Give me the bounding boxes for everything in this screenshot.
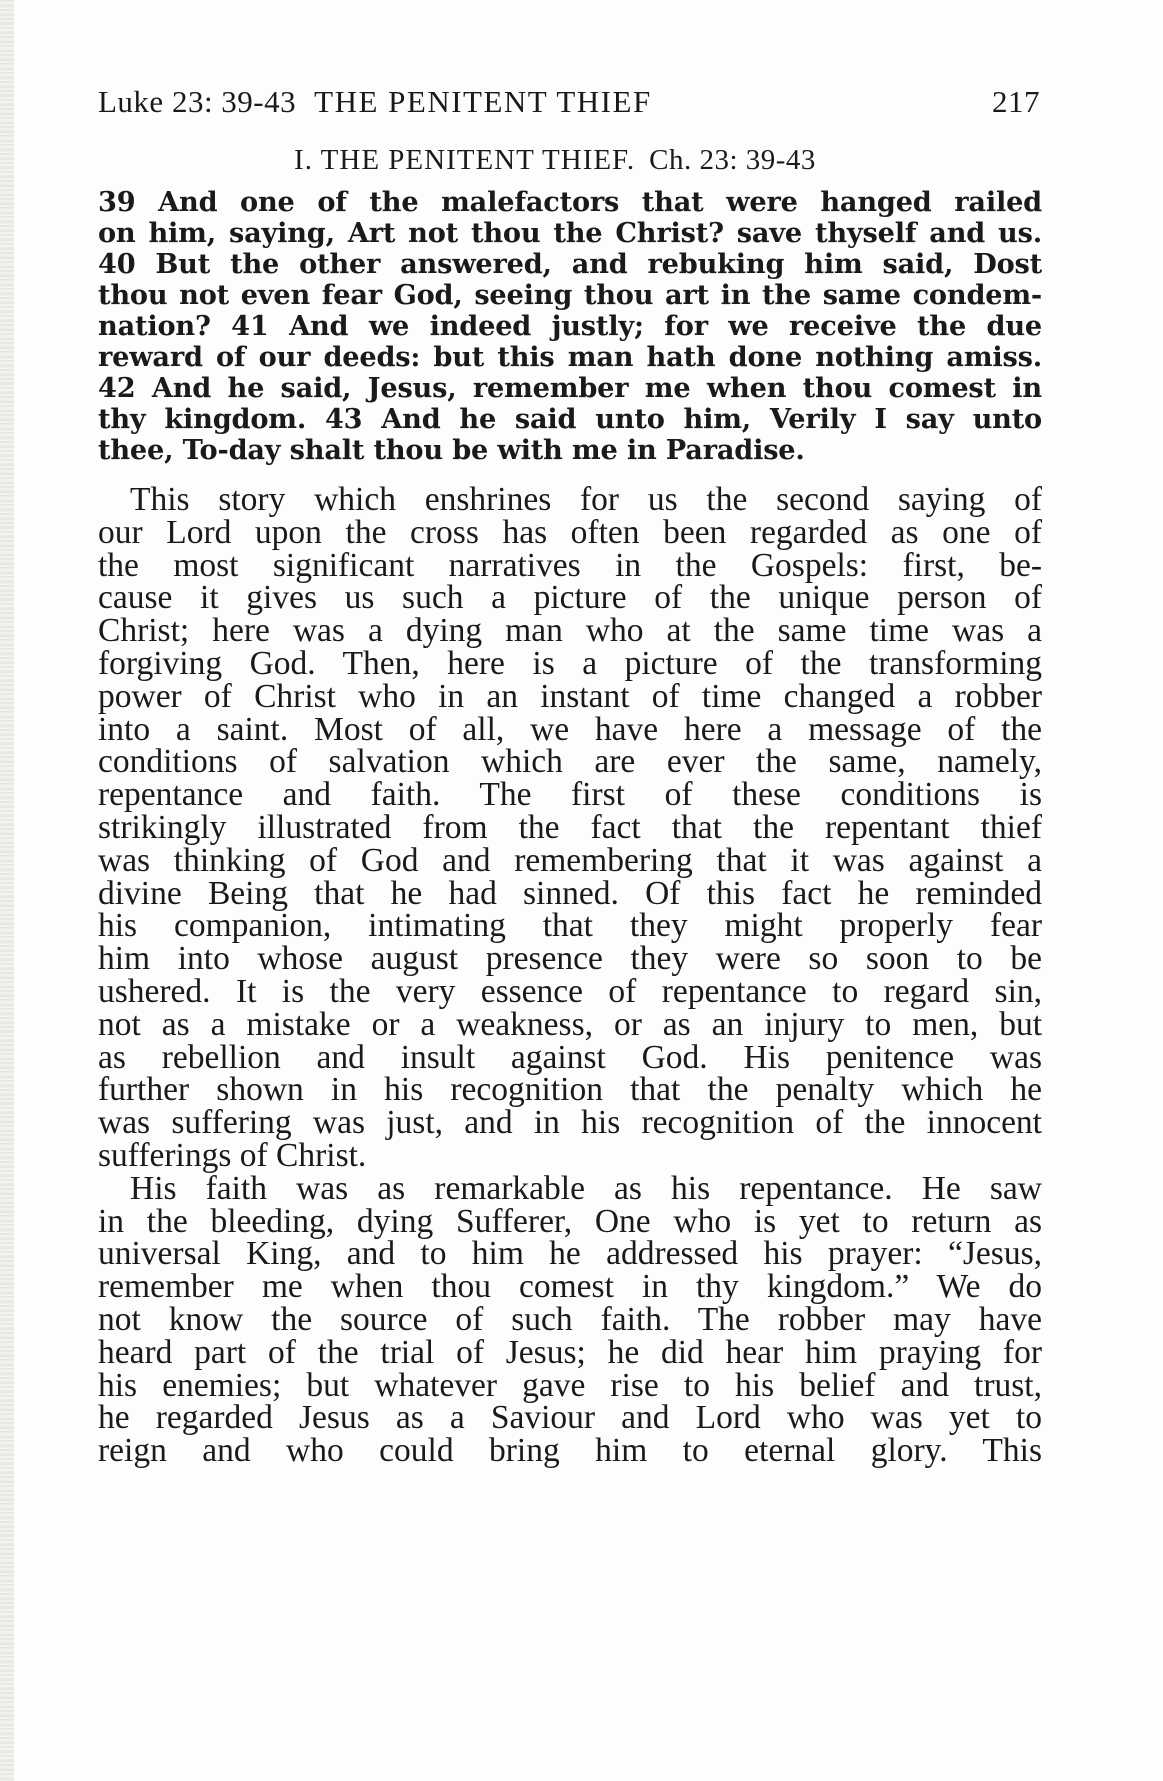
- scripture-line: thou not even fear God, seeing thou art in the same condem-: [98, 279, 1042, 311]
- scripture-line: thy kingdom. 43 And he said unto him, Verily I say unto: [98, 403, 1042, 435]
- text-column: [98, 84, 1042, 1468]
- section-reference: Ch. 23: 39-43: [649, 144, 816, 176]
- paragraph-line: reign and who could bring him to eternal glory. This: [98, 1432, 1042, 1470]
- paragraph-line: our Lord upon the cross has often been regarded as one of: [98, 513, 1042, 551]
- scripture-line: 42 And he said, Jesus, remember me when thou comest in: [98, 372, 1042, 404]
- page-number: 217: [992, 84, 1040, 119]
- paragraph-line: he regarded Jesus as a Saviour and Lord who was yet to: [98, 1399, 1042, 1437]
- paragraph-line: as rebellion and insult against God. His penitence was: [98, 1038, 1042, 1076]
- scripture-line: thee, To-day shalt thou be with me in Paradise.: [98, 434, 805, 466]
- paragraph-line: forgiving God. Then, here is a picture of the transforming: [98, 644, 1042, 682]
- section-heading: [98, 144, 1012, 177]
- scripture-passage: [98, 187, 1042, 466]
- paragraph-line: his enemies; but whatever gave rise to his belief and trust,: [98, 1366, 1042, 1404]
- paragraph-line: was thinking of God and remembering that it was against a: [98, 841, 1042, 879]
- paragraph-line: divine Being that he had sinned. Of this fact he reminded: [98, 874, 1042, 912]
- running-head-title: THE PENITENT THIEF: [314, 84, 652, 119]
- paragraph-line: cause it gives us such a picture of the unique person of: [98, 579, 1042, 617]
- paragraph-line: repentance and faith. The first of these conditions is: [98, 776, 1042, 814]
- paragraph-line: not know the source of such faith. The robber may have: [98, 1300, 1042, 1338]
- paragraph-line: the most significant narratives in the Gospels: first, be-: [98, 546, 1042, 584]
- paragraph-line: remember me when thou comest in thy kingdom.” We do: [98, 1268, 1042, 1306]
- paragraph-line: was suffering was just, and in his recognition of the innocent: [98, 1104, 1042, 1142]
- paragraph-line: heard part of the trial of Jesus; he did hear him praying for: [98, 1333, 1042, 1371]
- paragraph-line: Christ; here was a dying man who at the same time was a: [98, 612, 1042, 650]
- paragraph-line: strikingly illustrated from the fact that the repentant thief: [98, 808, 1042, 846]
- scripture-line: nation? 41 And we indeed justly; for we receive the due: [98, 310, 1042, 342]
- paragraph-line: sufferings of Christ.: [98, 1136, 367, 1174]
- paragraph-line: in the bleeding, dying Sufferer, One who is yet to return as: [98, 1202, 1042, 1240]
- commentary-paragraph-2: [98, 1169, 1042, 1470]
- paragraph-line: This story which enshrines for us the second saying of: [130, 481, 1042, 518]
- paragraph-line: His faith was as remarkable as his repentance. He saw: [130, 1169, 1042, 1207]
- paragraph-line: ushered. It is the very essence of repentance to regard sin,: [98, 972, 1042, 1010]
- paragraph-line: conditions of salvation which are ever the same, namely,: [98, 743, 1042, 781]
- scripture-line: on him, saying, Art not thou the Christ? save thyself and us.: [98, 217, 1042, 249]
- scripture-line: reward of our deeds: but this man hath done nothing amiss.: [98, 341, 1042, 373]
- running-head-left: [98, 84, 652, 120]
- paragraph-line: his companion, intimating that they might properly fear: [98, 907, 1042, 945]
- page-edge-shadow: [0, 0, 14, 1781]
- running-head: [98, 84, 1042, 128]
- paragraph-line: power of Christ who in an instant of time changed a robber: [98, 677, 1042, 715]
- paragraph-line: not as a mistake or a weakness, or as an injury to men, but: [98, 1005, 1042, 1043]
- paragraph-line: him into whose august presence they were so soon to be: [98, 940, 1042, 978]
- paragraph-line: into a saint. Most of all, we have here a message of the: [98, 710, 1042, 748]
- scripture-line: 40 But the other answered, and rebuking him said, Dost: [98, 248, 1042, 280]
- section-title: I. THE PENITENT THIEF.: [294, 144, 636, 176]
- paragraph-line: further shown in his recognition that the penalty which he: [98, 1071, 1042, 1109]
- commentary-paragraph-1: [98, 481, 1042, 1174]
- scripture-line: 39 And one of the malefactors that were hanged railed: [98, 186, 1042, 218]
- running-head-reference: Luke 23: 39-43: [98, 84, 297, 119]
- paragraph-line: universal King, and to him he addressed his prayer: “Jesus,: [98, 1235, 1042, 1273]
